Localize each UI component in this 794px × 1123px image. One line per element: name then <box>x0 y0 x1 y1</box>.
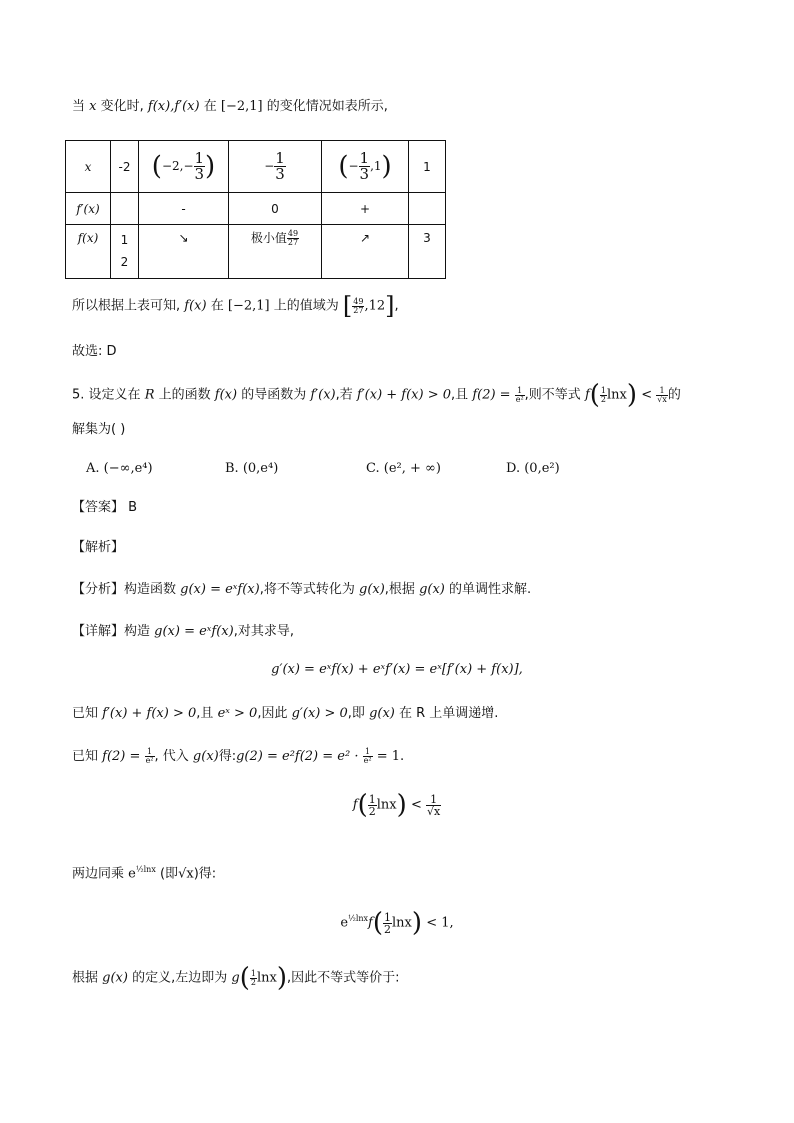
table-row-x <box>66 141 446 193</box>
table-cell: (− $\frac{1}{3}$ ,1) <box>322 141 409 193</box>
equation-inequality: f( $\frac{1}{2}$ lnx) < $\frac{1}{√x}$ <box>352 790 441 820</box>
option-d[interactable]: D. (0,e²) <box>506 461 560 476</box>
table-cell: ↘ <box>139 225 229 279</box>
table-cell: - <box>139 193 229 225</box>
conclusion-line: 所以根据上表可知, f(x) 在 [−2,1] 上的值域为 [ $\frac{49}{27}$ ,12], <box>72 292 399 320</box>
table-cell: 0 <box>229 193 322 225</box>
math-x: x <box>89 99 97 114</box>
option-a[interactable]: A. (−∞,e⁴) <box>86 461 153 476</box>
table-row-fprime <box>66 193 446 225</box>
answer-tag: 【答案】 B <box>72 500 138 515</box>
equation-multiplied: $e^{\frac{1}{2}lnx}f$( $\frac{1}{2}$ lnx) < 1, <box>340 908 454 938</box>
multiply-line: 两边同乘 $e^{\frac{1}{2}lnx}$ (即√x)得: <box>72 865 217 882</box>
known-line-2: 已知 f(2) = $\frac{1}{\text{e²}}$ , 代入 g(x)得:g(2) = e²f(2) = e² · $\frac{1}{\text{e²}}$ = 1. <box>72 747 405 765</box>
intro-text: 的变化情况如表所示, <box>266 99 388 114</box>
xiangjie-line: 【详解】构造 g(x) = eˣf(x),对其求导, <box>72 624 294 639</box>
intro-text: 在 <box>203 99 217 114</box>
math-interval: [−2,1] <box>220 99 263 114</box>
analysis-tag: 【解析】 <box>72 540 125 555</box>
table-cell: 极小值 $\frac{49}{27}$ <box>229 225 322 279</box>
table-cell: + <box>322 193 409 225</box>
option-b[interactable]: B. (0,e⁴) <box>225 461 279 476</box>
table-cell: 1 <box>409 141 446 193</box>
table-cell: − $\frac{1}{3}$ <box>229 141 322 193</box>
option-c[interactable]: C. (e², + ∞) <box>366 461 441 476</box>
table-cell: (−2,− $\frac{1}{3}$ ) <box>139 141 229 193</box>
fenxi-line: 【分析】构造函数 g(x) = eˣf(x),将不等式转化为 g(x),根据 g(x) 的单调性求解. <box>72 582 532 597</box>
table-cell: 1 2 <box>111 225 139 279</box>
table-cell: ↗ <box>322 225 409 279</box>
known-line-1: 已知 f′(x) + f(x) > 0,且 eˣ > 0,因此 g′(x) > 0,即 g(x) 在 R 上单调递增. <box>72 706 499 721</box>
table-head-f: f(x) <box>66 225 111 279</box>
table-head-fprime: f′(x) <box>66 193 111 225</box>
table-cell: -2 <box>111 141 139 193</box>
math-functions: f(x),f′(x) <box>147 99 200 114</box>
table-cell: 3 <box>409 225 446 279</box>
table-cell <box>409 193 446 225</box>
table-row-f <box>66 225 446 279</box>
previous-answer: 故选: D <box>72 344 117 359</box>
intro-text: 当 <box>72 99 86 114</box>
question-5-line1: 5. 设定义在 R 上的函数 f(x) 的导函数为 f′(x),若 f′(x) + f(x) > 0,且 f(2) = $\frac{1}{\text{e²}}$ ,则不等式 f( $\frac{1}{2}$ lnx) < $\frac{1}{√x}$ 的 <box>72 380 681 410</box>
question-5-line2: 解集为( ) <box>72 422 126 437</box>
last-line: 根据 g(x) 的定义,左边即为 g( $\frac{1}{2}$ lnx),因此不等式等价于: <box>72 963 400 993</box>
variation-table <box>65 140 446 279</box>
intro-text: 变化时, <box>100 99 144 114</box>
table-cell <box>111 193 139 225</box>
table-head-x: x <box>66 141 111 193</box>
intro-line <box>72 97 388 117</box>
equation-derivative: g′(x) = eˣf(x) + eˣf′(x) = eˣ[f′(x) + f(x)], <box>271 662 523 677</box>
